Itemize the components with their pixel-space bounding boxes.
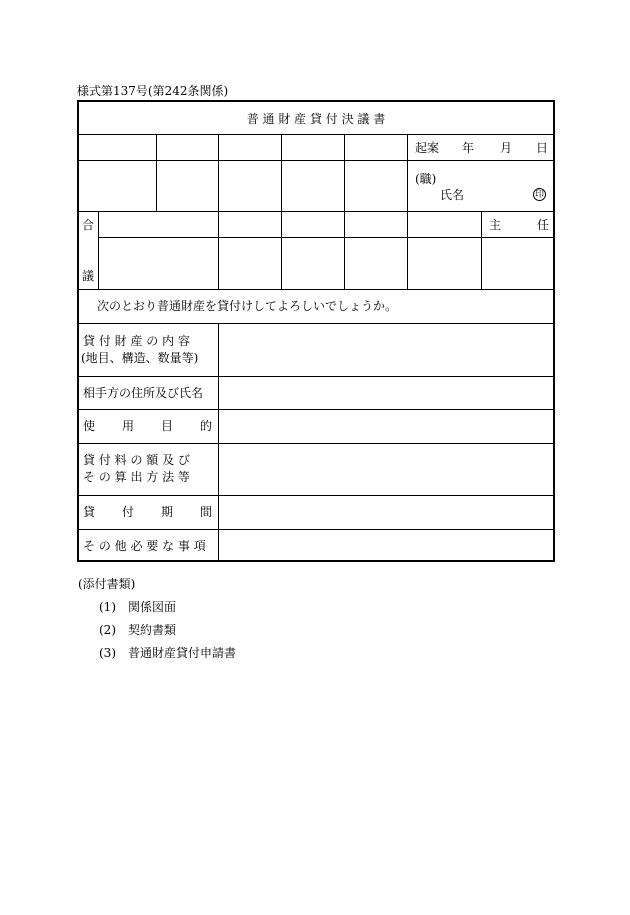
shunin-left-char: 主 <box>489 218 502 232</box>
purpose-label <box>83 419 212 433</box>
rule-gougi-mid <box>98 237 554 238</box>
rule-below-statement <box>78 323 554 324</box>
col-rule-3 <box>281 134 282 289</box>
counterparty-label: 相手方の住所及び氏名 <box>83 386 204 400</box>
shunin-right-char: 任 <box>537 218 550 232</box>
attachment-number: (2) <box>99 623 116 637</box>
period-char: 間 <box>199 505 212 519</box>
resolution-statement: 次のとおり普通財産を貸付けしてよろしいでしょうか。 <box>97 299 398 313</box>
gougi-top-char: 合 <box>82 218 95 232</box>
form-title: 普 通 財 産 貸 付 決 議 書 <box>246 112 386 126</box>
draft-day: 日 <box>536 141 549 155</box>
content-label-line2: (地目、構造、数量等) <box>81 351 199 365</box>
other-label: そ の 他 必 要 な 事 項 <box>83 539 206 553</box>
col-rule-4 <box>344 134 345 289</box>
rule-below-fee <box>78 495 554 496</box>
fee-label-line2: そ の 算 出 方 法 等 <box>83 470 190 484</box>
purpose-char: 目 <box>160 419 173 433</box>
purpose-char: 的 <box>199 419 212 433</box>
draft-label: 起案 <box>415 141 440 155</box>
shunin-rule <box>481 211 482 289</box>
rule-below-gougi <box>78 289 554 290</box>
attachment-number: (1) <box>99 600 116 614</box>
form-number-label: 様式第137号(第242条関係) <box>77 84 229 98</box>
rule-below-draft-row <box>78 160 554 161</box>
rule-below-title <box>78 134 554 135</box>
purpose-char: 使 <box>83 419 96 433</box>
purpose-char: 用 <box>121 419 134 433</box>
drafter-name: 氏名 <box>440 188 465 202</box>
attachment-number: (3) <box>99 646 116 660</box>
attachments-heading: (添付書類) <box>78 577 136 591</box>
attachment-label: 普通財産貸付申請書 <box>128 646 237 660</box>
attachment-label: 契約書類 <box>128 623 177 637</box>
gougi-label-rule <box>98 211 99 289</box>
resolution-form-table <box>77 100 555 562</box>
period-char: 期 <box>160 505 173 519</box>
attachment-label: 関係図面 <box>128 600 177 614</box>
gougi-bottom-char: 議 <box>82 269 95 283</box>
content-label-line1: 貸 付 財 産 の 内 容 <box>83 334 190 348</box>
rule-below-drafter-row <box>78 211 554 212</box>
period-char: 付 <box>121 505 134 519</box>
rule-below-period <box>78 529 554 530</box>
draft-month: 月 <box>500 141 513 155</box>
col-rule-5 <box>407 134 408 289</box>
col-rule-1 <box>156 134 157 211</box>
rule-below-counterparty <box>78 409 554 410</box>
seal-icon: 印 <box>534 190 544 200</box>
rule-below-content <box>78 376 554 377</box>
fee-label-line1: 貸 付 料 の 額 及 び <box>83 453 190 467</box>
col-rule-2 <box>218 134 219 289</box>
label-value-divider <box>218 323 219 561</box>
period-label <box>83 505 212 519</box>
draft-year: 年 <box>462 141 475 155</box>
rule-below-purpose <box>78 443 554 444</box>
drafter-post: (職) <box>415 172 437 186</box>
period-char: 貸 <box>83 505 96 519</box>
